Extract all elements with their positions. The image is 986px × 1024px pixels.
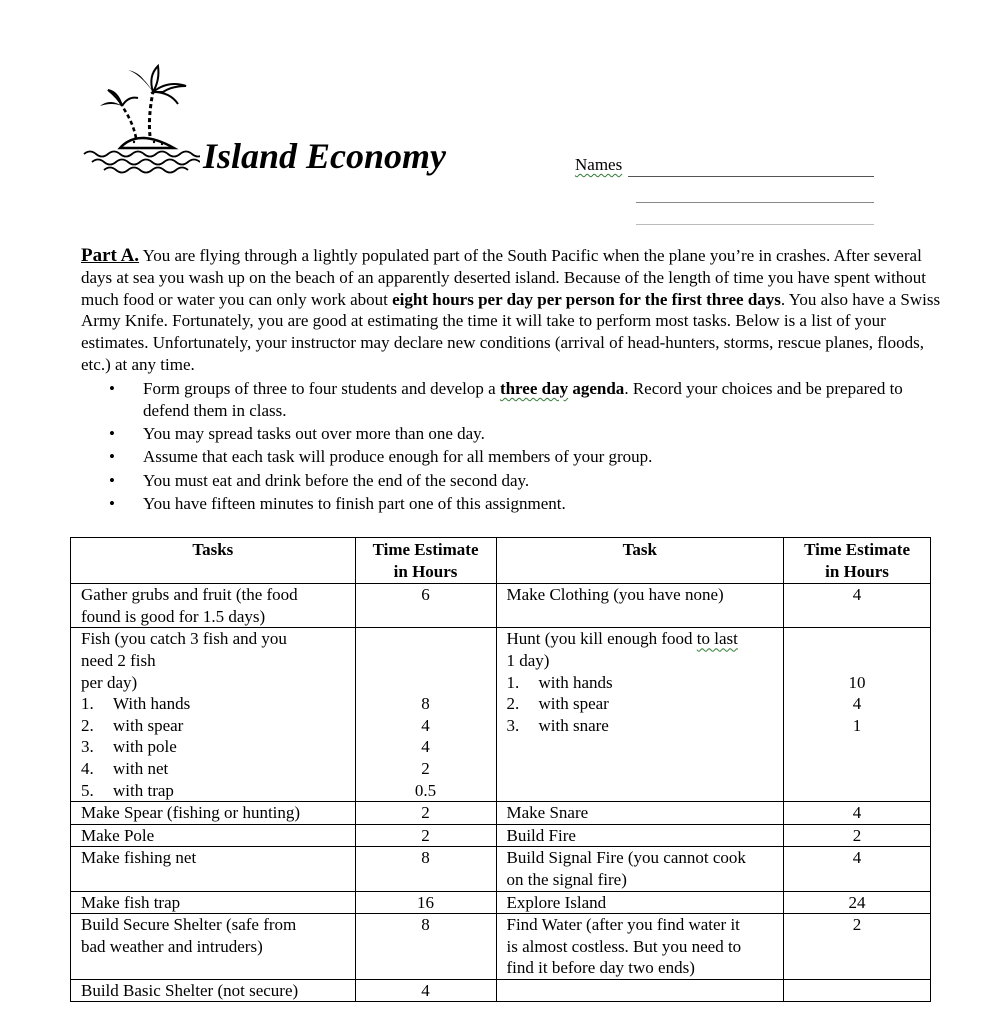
task-time-table <box>70 537 931 1002</box>
task-cell: Build Fire <box>496 824 784 847</box>
time-cell: 2 <box>355 802 496 825</box>
bullet-icon: • <box>109 494 115 514</box>
table-row <box>71 628 931 802</box>
task-cell: Make fishing net <box>71 847 356 891</box>
header-time-estimate-left: Time Estimate in Hours <box>355 538 496 584</box>
bullet-icon: • <box>109 378 115 398</box>
time-cell: 4 <box>355 979 496 1002</box>
header-tasks: Tasks <box>71 538 356 584</box>
header-time-estimate-right: Time Estimate in Hours <box>784 538 931 584</box>
name-blank-2[interactable] <box>636 202 874 203</box>
table-row <box>71 824 931 847</box>
instruction-item: • You may spread tasks out over more than one day. <box>109 423 485 443</box>
task-cell: Build Basic Shelter (not secure) <box>71 979 356 1002</box>
table-row <box>71 584 931 628</box>
intro-bold-text: eight hours per day per person for the first three days <box>392 289 781 309</box>
table-row <box>71 802 931 825</box>
table-row <box>71 914 931 980</box>
table-row <box>71 979 931 1002</box>
name-blank-3[interactable] <box>636 224 874 225</box>
bullet-icon: • <box>109 447 115 467</box>
intro-text-2: . You also have a Swiss Army Knife. Fortunately, you are good at estimating the time it will take to perform most tasks. Below is a list of your estimates. Unfortunately, your instructor may declare new conditions (arrival of head-hunters, storms, rescue planes, floods, etc.) at any time. <box>81 289 941 374</box>
bullet-icon: • <box>109 470 115 490</box>
task-cell: Make Spear (fishing or hunting) <box>71 802 356 825</box>
table-header-row <box>71 538 931 584</box>
time-cell: 8 <box>355 914 496 980</box>
names-label: Names <box>575 155 623 174</box>
instruction-item: • You must eat and drink before the end of the second day. <box>109 470 530 490</box>
task-cell: Make Clothing (you have none) <box>496 584 784 628</box>
intro-paragraph <box>81 245 951 376</box>
three-day-text: three day <box>499 378 569 398</box>
time-cell: 4 <box>784 802 931 825</box>
task-cell: Find Water (after you find water it is almost costless. But you need to find it before day two ends) <box>496 914 784 980</box>
time-cell: 4 <box>784 847 931 891</box>
time-cell: 16 <box>355 891 496 914</box>
document-title: Island Economy <box>203 136 447 176</box>
time-cell: 8 4 4 2 0.5 <box>355 628 496 802</box>
time-cell: 8 <box>355 847 496 891</box>
task-cell: Fish (you catch 3 fish and you need 2 fish per day) 1. With hands 2. with spear 3. with pole 4. with net 5. with trap <box>71 628 356 802</box>
name-blank-1[interactable] <box>628 176 874 177</box>
instruction-item: • Form groups of three to four students and develop a three day agenda. Record your choices and be prepared to defend them in class. <box>109 378 903 420</box>
time-cell: 2 <box>784 914 931 980</box>
task-cell: Explore Island <box>496 891 784 914</box>
time-cell: 2 <box>784 824 931 847</box>
task-cell: Make Snare <box>496 802 784 825</box>
time-cell: 24 <box>784 891 931 914</box>
time-cell: 2 <box>355 824 496 847</box>
task-cell <box>496 979 784 1002</box>
instruction-item: • Assume that each task will produce enough for all members of your group. <box>109 447 653 467</box>
time-cell: 6 <box>355 584 496 628</box>
part-a-label: Part A. <box>81 245 140 266</box>
task-cell: Make Pole <box>71 824 356 847</box>
time-cell: 4 <box>784 584 931 628</box>
time-cell: 10 4 1 <box>784 628 931 802</box>
island-palm-tree-logo <box>78 62 200 180</box>
table-row <box>71 891 931 914</box>
task-cell: Gather grubs and fruit (the food found is good for 1.5 days) <box>71 584 356 628</box>
time-cell <box>784 979 931 1002</box>
header-task: Task <box>496 538 784 584</box>
task-cell: Hunt (you kill enough food to last 1 day) 1. with hands 2. with spear 3. with snare <box>496 628 784 802</box>
instruction-list <box>81 378 951 515</box>
intro-section <box>81 245 951 517</box>
instruction-item: • You have fifteen minutes to finish part one of this assignment. <box>109 494 566 514</box>
task-cell: Build Signal Fire (you cannot cook on the signal fire) <box>496 847 784 891</box>
bullet-icon: • <box>109 423 115 443</box>
task-cell: Build Secure Shelter (safe from bad weather and intruders) <box>71 914 356 980</box>
intro-text-1: You are flying through a lightly populated part of the South Pacific when the plane you’re in crashes. After several days at sea you wash up on the beach of an apparently deserted island. Because of the length of time you have spent without much food or water you can only work about <box>81 246 927 309</box>
table-row <box>71 847 931 891</box>
task-cell: Make fish trap <box>71 891 356 914</box>
